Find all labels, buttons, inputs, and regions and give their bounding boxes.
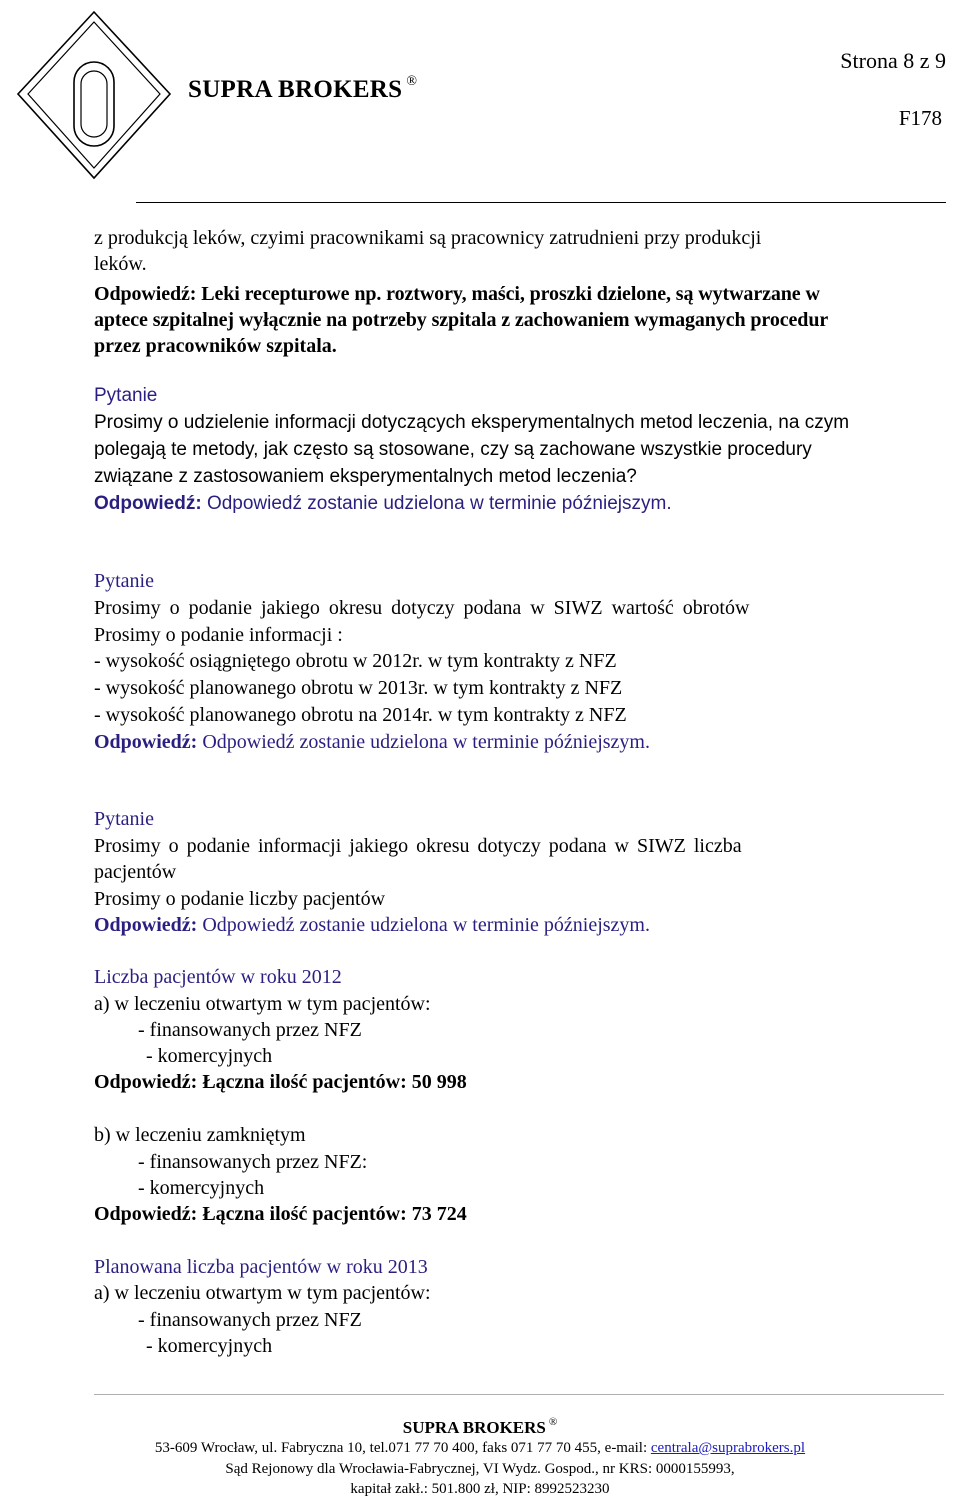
footer-divider (94, 1394, 944, 1395)
footer-company-name: SUPRA BROKERS ® (402, 1416, 558, 1437)
intro-answer-line: przez pracowników szpitala. (94, 335, 337, 357)
footer-address: 53-609 Wrocław, ul. Fabryczna 10, tel.071 77 70 400, faks 071 77 70 455, e-mail: centrala@suprabrokers.pl (154, 1440, 806, 1456)
answer-line: Odpowiedź: Odpowiedź zostanie udzielona w terminie późniejszym. (94, 493, 672, 514)
stats-title: Liczba pacjentów w roku 2012 (94, 966, 342, 988)
question-line: - wysokość osiągniętego obrotu w 2012r. w tym kontrakty z NFZ (94, 650, 617, 672)
stats-title: Planowana liczba pacjentów w roku 2013 (94, 1256, 428, 1278)
stats-item: - komercyjnych (138, 1177, 265, 1199)
company-logo (14, 8, 174, 184)
question-line: Prosimy o udzielenie informacji dotyczących eksperymentalnych metod leczenia, na czym (94, 412, 850, 433)
answer-label: Odpowiedź: (94, 493, 202, 514)
stats-answer: Odpowiedź: Łączna ilość pacjentów: 73 724 (94, 1203, 467, 1225)
stats-item: - komercyjnych (146, 1335, 273, 1357)
intro-line: leków. (94, 253, 147, 275)
stats-item: - finansowanych przez NFZ (138, 1309, 362, 1331)
answer-label: Odpowiedź: (94, 914, 198, 936)
question-line: Prosimy o podanie liczby pacjentów (94, 888, 386, 910)
header-divider (136, 202, 946, 203)
header-company-name: SUPRA BROKERS ® (188, 74, 418, 103)
intro-answer-line: aptece szpitalnej wyłącznie na potrzeby szpitala z zachowaniem wymaganych procedur (94, 309, 829, 331)
question-line: pacjentów (94, 861, 177, 883)
document-code: F178 (898, 106, 942, 130)
stats-group-label: a) w leczeniu otwartym w tym pacjentów: (94, 993, 431, 1015)
intro-answer-line: Odpowiedź: Leki recepturowe np. roztwory, maści, proszki dzielone, są wytwarzane w (94, 283, 820, 305)
answer-label: Odpowiedź: (94, 731, 198, 753)
footer-email-link[interactable]: centrala@suprabrokers.pl (650, 1440, 806, 1456)
question-heading: Pytanie (94, 570, 154, 592)
question-heading: Pytanie (94, 808, 154, 830)
question-line: polegają te metody, jak często są stosowane, czy są zachowane wszystkie procedury (94, 439, 812, 460)
footer-capital-info: kapitał zakł.: 501.800 zł, NIP: 8992523230 (350, 1481, 610, 1497)
question-line: Prosimy o podanie jakiego okresu dotyczy podana w SIWZ wartość obrotów (94, 597, 750, 619)
question-line: Prosimy o podanie informacji jakiego okresu dotyczy podana w SIWZ liczba (94, 835, 742, 857)
question-heading: Pytanie (94, 385, 158, 406)
question-line: - wysokość planowanego obrotu w 2013r. w tym kontrakty z NFZ (94, 677, 623, 699)
answer-line: Odpowiedź: Odpowiedź zostanie udzielona w terminie późniejszym. (94, 731, 650, 753)
stats-group-label: a) w leczeniu otwartym w tym pacjentów: (94, 1282, 431, 1304)
answer-line: Odpowiedź: Odpowiedź zostanie udzielona w terminie późniejszym. (94, 914, 650, 936)
question-line: - wysokość planowanego obrotu na 2014r. w tym kontrakty z NFZ (94, 704, 627, 726)
question-line: Prosimy o podanie informacji : (94, 624, 343, 646)
registered-mark: ® (406, 74, 418, 89)
intro-line: z produkcją leków, czyimi pracownikami są pracownicy zatrudnieni przy produkcji (94, 227, 762, 249)
stats-item: - finansowanych przez NFZ: (138, 1151, 368, 1173)
footer-court-info: Sąd Rejonowy dla Wrocławia-Fabrycznej, VI Wydz. Gospod., nr KRS: 0000155993, (225, 1461, 735, 1477)
stats-item: - komercyjnych (146, 1045, 273, 1067)
question-line: związane z zastosowaniem eksperymentalnych metod leczenia? (94, 466, 637, 487)
stats-group-label: b) w leczeniu zamkniętym (94, 1124, 306, 1146)
registered-mark: ® (548, 1416, 558, 1428)
stats-answer: Odpowiedź: Łączna ilość pacjentów: 50 998 (94, 1071, 467, 1093)
page-number: Strona 8 z 9 (840, 48, 946, 73)
stats-item: - finansowanych przez NFZ (138, 1019, 362, 1041)
